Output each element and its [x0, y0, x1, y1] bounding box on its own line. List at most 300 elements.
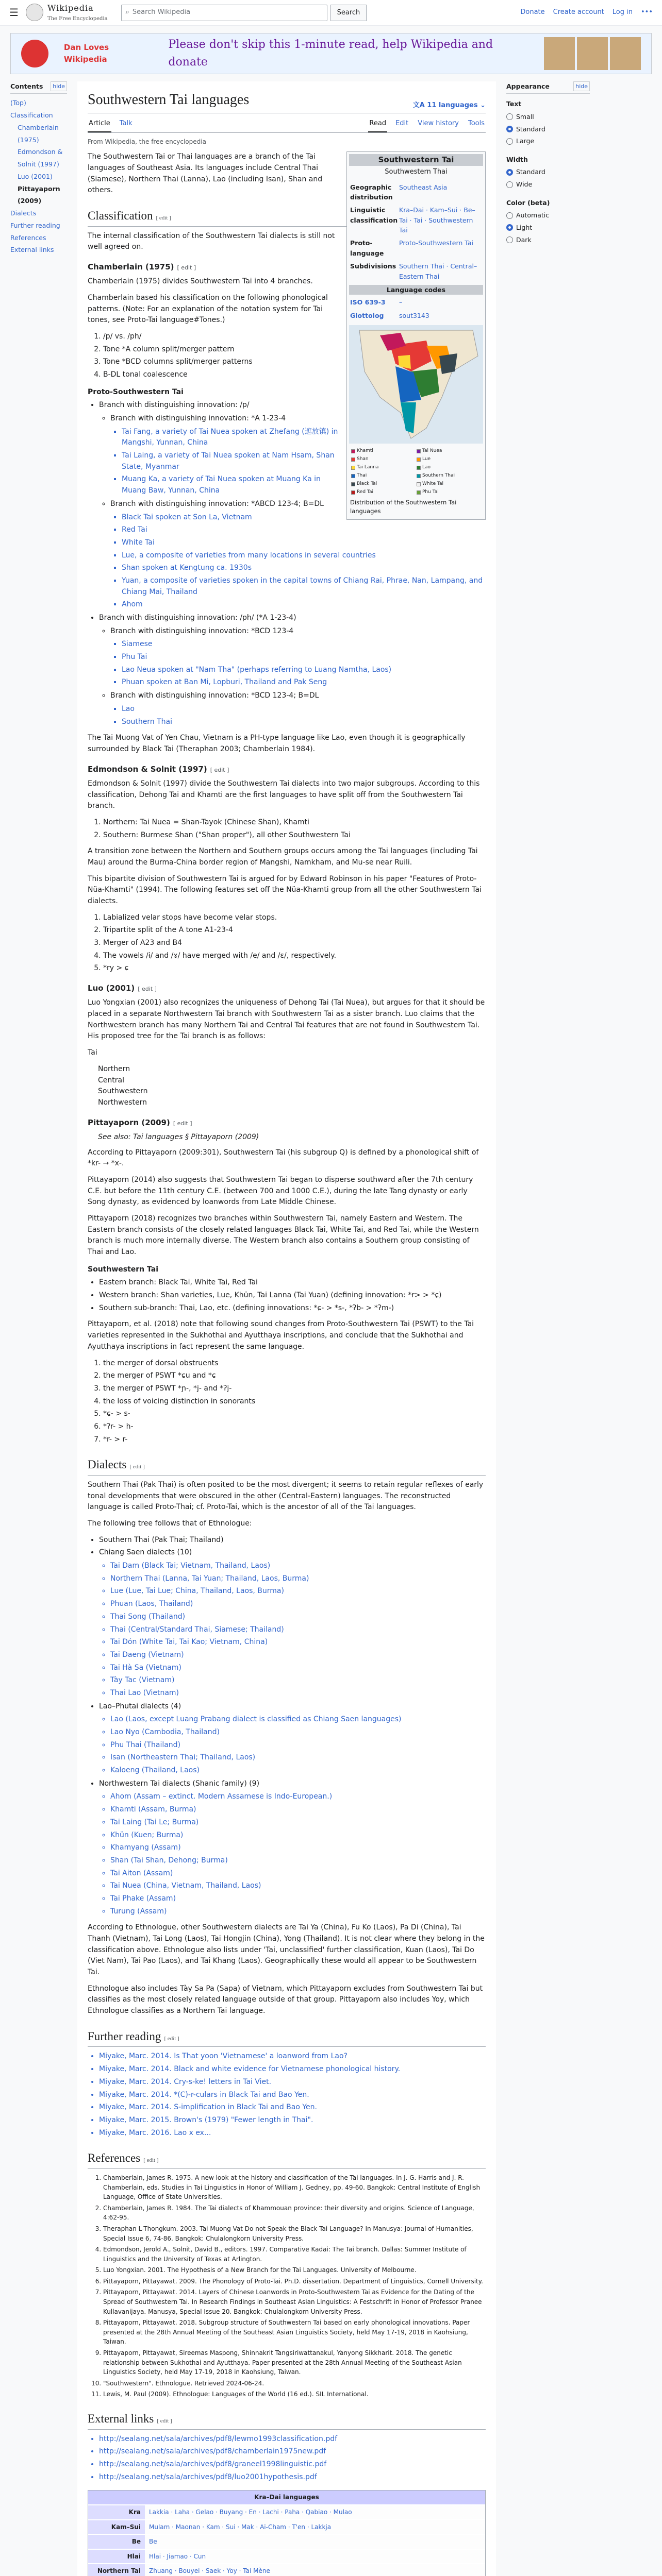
edit-link[interactable]: [ edit ]	[156, 214, 171, 221]
tree-item[interactable]: ▪ Ahom	[122, 599, 486, 611]
radio-label: Standard	[516, 125, 545, 133]
legend-label: White Tai	[422, 481, 444, 486]
header-links	[520, 7, 653, 18]
reading-item[interactable]: • Miyake, Marc. 2016. Lao x ex...	[99, 2128, 486, 2139]
tree-label: Branch with distinguishing innovation: *BCD 123-4	[110, 626, 294, 635]
banner-name: Dan Loves Wikipedia	[63, 42, 109, 64]
reference-item: 10. "Southwestern". Ethnologue. Retrieved 2024-06-24.	[103, 2379, 486, 2388]
radio-option[interactable]	[506, 166, 590, 178]
banner-text: Please don't skip this 1-minute read, help Wikipedia and donate	[168, 38, 493, 69]
heading-edmondson-solnit: Edmondson & Solnit (1997)	[88, 764, 207, 774]
tree-label: Branch with distinguishing innovation: *BCD 123-4; B=DL	[110, 691, 319, 700]
legend-label: Southern Thai	[422, 472, 455, 478]
external-link[interactable]: • http://sealang.net/sala/archives/pdf8/luo2001hypothesis.pdf	[99, 2472, 486, 2483]
legend-swatch	[351, 482, 355, 486]
legend-swatch	[351, 449, 355, 453]
list-item: 3. Tone *BCD columns split/merger patterns	[103, 357, 486, 368]
dialect-item[interactable]: ◦ Kaloeng (Thailand, Laos)	[110, 1765, 486, 1776]
appearance-group-label: Text	[506, 100, 522, 108]
list-item: 1. /p/ vs. /ph/	[103, 331, 486, 343]
radio-icon[interactable]	[506, 169, 513, 176]
logo-subtext: The Free Encyclopedia	[47, 16, 108, 22]
radio-option[interactable]	[506, 234, 590, 246]
map-legend-item	[417, 448, 481, 455]
infobox-codes-heading: Language codes	[349, 285, 483, 295]
map-legend-item	[417, 481, 481, 488]
subgroup-list	[103, 817, 486, 841]
infobox-key: Linguistic classification	[350, 206, 398, 224]
map-legend-item	[351, 464, 416, 471]
list-item: 1. Northern: Tai Nuea = Shan-Tayok (Chinese Shan), Khamti	[103, 817, 486, 828]
references-list	[103, 2173, 486, 2399]
feature-list	[103, 912, 486, 974]
menu-icon[interactable]: ☰	[9, 6, 19, 19]
paragraph: Luo Yongxian (2001) also recognizes the uniqueness of Dehong Tai (Tai Nuea), but argues for that it should be placed in a separate Northwestern Tai branch with Southwestern Tai as a sister branch. Luo claims that the Northwestern branch has many Northern Tai and Central Tai features that are not found in Southwestern Tai. His proposed tree for the Tai branch is as follows:	[88, 998, 485, 1041]
tab-tools[interactable]: Tools	[468, 120, 485, 128]
edit-link[interactable]: [ edit ]	[177, 264, 196, 271]
legend-swatch	[351, 457, 355, 462]
radio-icon[interactable]	[506, 113, 513, 120]
paragraph: This bipartite division of Southwestern Tai is argued for by Edward Robinson in his paper "Features of Proto-Nüa-Khamti" (1994). The following features set off the Nüa-Khamti group from all the other Southwestern Tai dialects.	[88, 874, 482, 906]
intro-paragraph: The Southwestern Tai or Thai languages are a branch of the Tai languages of Southeast Asia. Its languages include Central Thai (Siamese), Northern Thai (Lanna), Lao (including Isan), Shan and others.	[88, 152, 323, 195]
appearance-hide-button[interactable]: hide	[573, 81, 590, 91]
list-item: 3. Merger of A23 and B4	[103, 938, 486, 949]
toc-list	[10, 97, 67, 256]
dialect-item	[99, 1547, 486, 1699]
dialect-item[interactable]: ◦ Turung (Assam)	[110, 1906, 486, 1918]
legend-label: Tai Nuea	[422, 448, 442, 454]
dialect-item[interactable]: ◦ Shan (Tai Shan, Dehong; Burma)	[110, 1855, 486, 1867]
tree-label: Branch with distinguishing innovation: /ph/ (*A 1-23-4)	[99, 614, 296, 622]
tree-item[interactable]: ▪ Tai Laing, a variety of Tai Nuea spoken at Nam Hsam, Shan State, Myanmar	[122, 450, 486, 472]
reference-item: 2. Chamberlain, James R. 1984. The Tai dialects of Khammouan province: their diversity and origins. Science of Language, 4:62-95.	[103, 2204, 486, 2223]
toc-item[interactable]: References	[10, 233, 46, 242]
list-item: 4. the loss of voicing distinction in sonorants	[103, 1396, 486, 1408]
navbox-list[interactable]: Mulam · Maonan · Kam · Sui · Mak · Ai-Cham · T'en · Lakkja	[145, 2520, 485, 2534]
tab-article[interactable]: Article	[88, 116, 111, 132]
dialect-item[interactable]: ◦ Ahom (Assam – extinct. Modern Assamese is Indo-European.)	[110, 1791, 486, 1803]
dialect-item	[99, 1778, 486, 1918]
radio-option[interactable]	[506, 178, 590, 191]
search-button[interactable]: Search	[330, 5, 367, 21]
infobox-key: Proto-language	[350, 239, 384, 257]
distribution-map[interactable]	[349, 325, 483, 444]
edit-link[interactable]: [ edit ]	[210, 766, 229, 773]
infobox	[346, 151, 486, 520]
donation-banner[interactable]	[10, 33, 652, 74]
tree-sublist	[110, 1561, 486, 1699]
paragraph: According to Pittayaporn (2009:301), Southwestern Tai (his subgroup Q) is defined by a phonological shift of *kr- → *x-.	[88, 1148, 479, 1168]
map-legend-item	[417, 489, 481, 496]
appearance-group-label: Width	[506, 156, 528, 163]
luo-tree	[98, 1064, 486, 1109]
heading-luo: Luo (2001)	[88, 984, 135, 993]
reading-item[interactable]: • Miyake, Marc. 2014. Cry-s-ke! letters in Tai Viet.	[99, 2077, 486, 2088]
paragraph: Edmondson & Solnit (1997) divide the Southwestern Tai dialects into two major subgroups. According to this classification, Dehong Tai and Khamti are the first languages to have split off from the Southwestern Tai branch.	[88, 779, 480, 810]
tab-edit[interactable]: Edit	[395, 120, 409, 128]
radio-icon[interactable]	[506, 181, 513, 188]
infobox-row	[349, 204, 483, 236]
tab-view-history[interactable]: View history	[418, 120, 459, 128]
tree-item[interactable]: ▪ White Tai	[122, 537, 486, 549]
tree-item[interactable]: ▪ Southern Thai	[122, 717, 486, 728]
hatnote[interactable]: See also: Tai languages § Pittayaporn (2009)	[98, 1132, 259, 1141]
paragraph: The Tai Muong Vat of Yen Chau, Vietnam is a PH-type language like Lao, even though it is geographically surrounded by Black Tai (Theraphan 2003; Chamberlain 1984).	[88, 734, 466, 753]
tree-item[interactable]: ▪ Siamese	[122, 639, 486, 650]
edit-link[interactable]: [ edit ]	[138, 986, 157, 993]
paragraph: According to Ethnologue, other Southwestern dialects are Tai Ya (China), Fu Ko (Laos), Pa Di (China), Tai Thanh (Vietnam), Tai Long (Laos), Tai Hongjin (China), Yong (Thailand). It is not clear where they belong in the classification above. Ethnologue also lists under 'Tai, unclassified' further classification, Kuan (Laos), Tai Do (Viet Nam), Tai Pao (Laos), and Tai Khang (Laos). Geographically these would all appear to be Southwestern Tai.	[88, 1923, 485, 1977]
reading-item[interactable]: • Miyake, Marc. 2015. Brown's (1979) "Fewer length in Thai".	[99, 2115, 486, 2126]
toc-hide-button[interactable]: hide	[51, 81, 67, 91]
dialect-item[interactable]: ◦ Tày Tac (Vietnam)	[110, 1675, 486, 1686]
navbox-row	[88, 2549, 485, 2564]
navbox-row	[88, 2534, 485, 2549]
infobox-value[interactable]: –	[399, 298, 403, 307]
tree-item[interactable]: ▪ Lao	[122, 704, 486, 715]
toc-item[interactable]: Pittayaporn (2009)	[18, 184, 60, 205]
tree-label: Chiang Saen dialects (10)	[99, 1548, 192, 1557]
edit-link[interactable]: [ edit ]	[173, 1120, 192, 1127]
list-item: 4. B-DL tonal coalescence	[103, 369, 486, 381]
infobox-row	[349, 236, 483, 260]
tree-sublist	[122, 639, 486, 688]
appearance-group	[506, 198, 590, 246]
appearance-group-label: Color (beta)	[506, 198, 550, 207]
radio-icon[interactable]	[506, 212, 513, 219]
external-link[interactable]: • http://sealang.net/sala/archives/pdf8/lewmo1993classification.pdf	[99, 2434, 486, 2445]
paragraph: Ethnologue also includes Tày Sa Pa (Sapa) of Vietnam, which Pittayaporn excludes from Southwestern Tai but classifies as the most closely related language outside of that group. Pittayaporn also includes Yoy, which Ethnologue classifies as a Northern Tai language.	[88, 1984, 483, 2015]
tab-talk[interactable]: Talk	[119, 120, 133, 128]
dialect-item[interactable]: ◦ Isan (Northeastern Thai; Thailand, Laos)	[110, 1752, 486, 1764]
tree-item[interactable]: ▪ Phu Tai	[122, 652, 486, 663]
tree-item: • Western branch: Shan varieties, Lue, Khün, Tai Lanna (Tai Yuan) (defining innovation: *r> > *ɕ)	[99, 1290, 486, 1301]
legend-label: Khamti	[357, 448, 373, 454]
edit-link[interactable]: [ edit ]	[129, 1464, 145, 1470]
radio-option[interactable]	[506, 209, 590, 222]
edit-link[interactable]: [ edit ]	[143, 2157, 159, 2164]
heading-external-links: External links	[88, 2412, 154, 2425]
paragraph: Chamberlain (1975) divides Southwestern Tai into 4 branches.	[88, 277, 313, 286]
paragraph: A transition zone between the Northern and Southern groups occurs among the Tai languages (including Tai Mau) around the Burma-China border region of Mangshi, Namkham, and Mu-se near Ruili.	[88, 847, 478, 867]
tree-label: Branch with distinguishing innovation: *ABCD 123-4; B=DL	[110, 499, 324, 508]
infobox-key: Geographic distribution	[350, 183, 393, 201]
list-item: 5. *ry > ɕ	[103, 963, 486, 974]
reference-item: 1. Chamberlain, James R. 1975. A new look at the history and classification of the Tai languages. In J. G. Harris and J. R. Chamberlain, eds. Studies in Tai Linguistics in Honor of William J. Gedney, pp. 49-60. Bangkok: Central Institute of English Language, Office of State Universities.	[103, 2173, 486, 2202]
radio-option[interactable]	[506, 111, 590, 123]
navbox-group[interactable]: Kra	[88, 2505, 145, 2519]
tab-read[interactable]: Read	[368, 116, 387, 132]
legend-swatch	[417, 474, 421, 478]
header-link[interactable]: Create account	[553, 8, 604, 16]
external-link[interactable]: • http://sealang.net/sala/archives/pdf8/graneel1998linguistic.pdf	[99, 2459, 486, 2470]
paragraph: Pittayaporn (2014) also suggests that Southwestern Tai began to disperse southward after the 7th century C.E. but before the 11th century C.E. (between 700 and 1000 C.E.), during the late Tang dynasty or early Song dynasty, as evidenced by loanwords from Late Middle Chinese.	[88, 1175, 473, 1207]
tree-item: • Southern sub-branch: Thai, Lao, etc. (defining innovations: *ɕ- > *s-, *ʔb- > *ʔm-)	[99, 1303, 486, 1314]
table-of-contents	[10, 81, 67, 2576]
tree-item[interactable]: ▪ Lue, a composite of varieties from many locations in several countries	[122, 550, 486, 562]
legend-swatch	[417, 457, 421, 462]
external-link[interactable]: • http://sealang.net/sala/archives/pdf8/chamberlain1975new.pdf	[99, 2446, 486, 2458]
header-link[interactable]: •••	[640, 8, 653, 16]
dialect-item[interactable]: ◦ Tai Hà Sa (Vietnam)	[110, 1663, 486, 1674]
legend-swatch	[417, 466, 421, 470]
navbox-group[interactable]: Northern Tai	[88, 2564, 145, 2576]
search-input[interactable]	[121, 5, 327, 21]
list-item: 2. Tone *A column split/merger pattern	[103, 344, 486, 355]
tree-sublist	[122, 512, 486, 611]
paragraph: Pittayaporn, et al. (2018) note that following sound changes from Proto-Southwestern Tai (PSWT) to the Tai varieties represented in the Sukhothai and Ayutthaya inscriptions, and conclude that the Sukhothai and Ayutthaya inscriptions in fact represent the same language.	[88, 1320, 474, 1351]
radio-label: Light	[516, 224, 533, 231]
infobox-value[interactable]: Proto-Southwestern Tai	[399, 239, 473, 247]
radio-option[interactable]	[506, 135, 590, 147]
heading-dialects: Dialects	[88, 1458, 127, 1471]
edit-link[interactable]: [ edit ]	[157, 2418, 172, 2424]
page-tabs	[88, 116, 486, 132]
infobox-key: Subdivisions	[350, 262, 396, 270]
toc-item[interactable]: (Top)	[10, 99, 26, 107]
heading-classification: Classification	[88, 209, 153, 222]
legend-label: Lue	[422, 456, 431, 462]
map-legend-item	[417, 456, 481, 463]
further-reading-list	[99, 2051, 486, 2139]
navbox-list[interactable]: Be	[145, 2535, 485, 2549]
tree-heading: Southwestern Tai	[88, 1265, 159, 1274]
dialect-item[interactable]: ◦ Tai Phake (Assam)	[110, 1893, 486, 1905]
search-icon: ⌕	[125, 8, 129, 16]
tagline: From Wikipedia, the free encyclopedia	[88, 138, 206, 145]
tree-item[interactable]: ▪ Black Tai spoken at Son La, Vietnam	[122, 512, 486, 523]
paragraph: Southern Thai (Pak Thai) is often posited to be the most divergent; it seems to retain regular reflexes of early tonal developments that were obscured in the other (Central-Eastern) languages. The reconstructed language is called Proto-Thai; cf. Proto-Tai, which is the ancestor of all of the Tai languages.	[88, 1480, 484, 1512]
edit-link[interactable]: [ edit ]	[164, 2035, 179, 2042]
tree-sublist	[110, 626, 486, 728]
map-legend-item	[351, 481, 416, 488]
list-item: 2. Southern: Burmese Shan ("Shan proper"), all other Southwestern Tai	[103, 830, 486, 841]
list-item: 1. the merger of dorsal obstruents	[103, 1358, 486, 1369]
dialect-item[interactable]: ◦ Khamti (Assam, Burma)	[110, 1804, 486, 1816]
radio-label: Small	[516, 112, 534, 121]
list-item: 2. the merger of PSWT *ɕu and *ɕ	[103, 1370, 486, 1382]
tree-root: Tai	[88, 1048, 97, 1057]
map-legend-item	[417, 472, 481, 480]
tree-item[interactable]: ▪ Muang Ka, a variety of Tai Nuea spoken at Muang Ka in Muang Baw, Yunnan, China	[122, 474, 486, 496]
toc-item[interactable]: Chamberlain (1975)	[18, 123, 59, 144]
tree-label: Northwestern Tai dialects (Shanic family) (9)	[99, 1779, 260, 1788]
reading-item[interactable]: • Miyake, Marc. 2014. *(C)-r-culars in Black Tai and Bao Yen.	[99, 2090, 486, 2101]
navbox-list[interactable]: Zhuang · Bouyei · Saek · Yoy · Tai Mène	[145, 2564, 485, 2576]
tree-label: Branch with distinguishing innovation: *A 1-23-4	[110, 414, 286, 423]
dialect-item[interactable]: ◦ Lao (Laos, except Luang Prabang dialect is classified as Chiang Saen languages)	[110, 1714, 486, 1725]
dialect-tree	[99, 1535, 486, 1918]
infobox-value[interactable]: Southern Thai · Central–Eastern Thai	[399, 262, 477, 280]
list-item: 2. Tripartite split of the A tone A1-23-4	[103, 925, 486, 936]
legend-label: Red Tai	[357, 489, 373, 495]
legend-swatch	[351, 474, 355, 478]
radio-icon[interactable]	[506, 236, 513, 243]
tree-item	[110, 690, 486, 727]
tree-item[interactable]: ▪ Yuan, a composite of varieties spoken in the capital towns of Chiang Rai, Phrae, Nan, Lampang, and Chiang Mai, Thailand	[122, 575, 486, 598]
infobox-row	[349, 260, 483, 283]
infobox-row	[349, 309, 483, 322]
header-link[interactable]: Donate	[520, 8, 545, 16]
navbox-row	[88, 2563, 485, 2576]
header-link[interactable]: Log in	[612, 8, 633, 16]
toc-title: Contents	[10, 82, 43, 90]
toc-item[interactable]: Luo (2001)	[18, 172, 53, 180]
legend-swatch	[417, 482, 421, 486]
legend-swatch	[351, 466, 355, 470]
tree-item: • Eastern branch: Black Tai, White Tai, Red Tai	[99, 1277, 486, 1289]
tree-item[interactable]: ▪ Tai Fang, a variety of Tai Nuea spoken at Zhefang (遮放镇) in Mangshi, Yunnan, China	[122, 427, 486, 449]
radio-option[interactable]	[506, 222, 590, 234]
tree-sublist	[110, 1791, 486, 1917]
reference-item: 3. Theraphan L-Thongkum. 2003. Tai Muong Vat Do not Speak the Black Tai Language? In Manusya: Journal of Humanities, Special Issue 6, 74-86. Bangkok: Chulalongkorn University Press.	[103, 2224, 486, 2243]
infobox-key[interactable]: ISO 639-3	[350, 298, 386, 307]
infobox-key[interactable]: Glottolog	[350, 311, 384, 319]
dialect-item[interactable]: ◦ Phu Thai (Thailand)	[110, 1740, 486, 1751]
dialect-item[interactable]: ◦ Phuan (Laos, Thailand)	[110, 1599, 486, 1610]
toc-item[interactable]: Further reading	[10, 221, 60, 229]
radio-icon[interactable]	[506, 138, 513, 145]
wikipedia-logo[interactable]	[26, 2, 108, 23]
radio-icon[interactable]	[506, 224, 513, 231]
tree-item: Central	[98, 1076, 124, 1084]
paragraph: Pittayaporn (2018) recognizes two branches within Southwestern Tai, namely Eastern and Western. The Eastern branch consists of the closely related languages Black Tai, White Tai, and Red Tai, while the Western branch is much more internally diverse. The Western branch also contains a Southern group consisting of Thai and Lao.	[88, 1214, 479, 1257]
map-legend-item	[417, 464, 481, 471]
appearance-panel	[506, 81, 590, 2576]
toc-item[interactable]: Edmondson & Solnit (1997)	[18, 148, 63, 168]
reading-item[interactable]: • Miyake, Marc. 2014. Is That yoon 'Vietnamese' a loanword from Lao?	[99, 2051, 486, 2062]
navbox-group[interactable]: Be	[88, 2535, 145, 2549]
dialect-item[interactable]: ◦ Tai Laing (Tai Le; Burma)	[110, 1817, 486, 1828]
list-item: 5. *ɕ- > s-	[103, 1409, 486, 1420]
heading-pittayaporn: Pittayaporn (2009)	[88, 1117, 170, 1127]
navbox-title[interactable]: Kra–Dai languages	[88, 2490, 485, 2504]
toc-item[interactable]: Classification	[10, 111, 53, 120]
top-bar	[0, 0, 662, 26]
legend-label: Tai Lanna	[357, 464, 379, 470]
dialect-item[interactable]: ◦ Thai Lao (Vietnam)	[110, 1688, 486, 1699]
heading-references: References	[88, 2151, 141, 2165]
navbox-list[interactable]: Lakkia · Laha · Gelao · Buyang · En · Lachi · Paha · Qabiao · Mulao	[145, 2505, 485, 2519]
dialect-item[interactable]: ◦ Northern Thai (Lanna, Tai Yuan; Thailand, Laos, Burma)	[110, 1573, 486, 1585]
sound-change-list	[103, 1358, 486, 1446]
heart-icon	[21, 40, 48, 67]
tree-item[interactable]: ▪ Lao Neua spoken at "Nam Tha" (perhaps referring to Luang Namtha, Laos)	[122, 665, 486, 676]
reading-item[interactable]: • Miyake, Marc. 2014. S-implification in Black Tai and Bao Yen.	[99, 2102, 486, 2113]
legend-label: Phu Tai	[422, 489, 439, 495]
navbox-row	[88, 2504, 485, 2519]
tree-item	[110, 626, 486, 688]
radio-label: Wide	[516, 180, 533, 189]
map-legend-item	[351, 448, 416, 455]
infobox-subtitle: Southwestern Thai	[385, 168, 448, 176]
navbox-group[interactable]: Hlai	[88, 2550, 145, 2564]
infobox-value[interactable]: Kra–Dai · Kam–Sui · Be–Tai · Tai · Southwestern Tai	[399, 206, 475, 234]
tree-label: Branch with distinguishing innovation: /p/	[99, 401, 250, 410]
navbox-group[interactable]: Kam–Sui	[88, 2520, 145, 2534]
heading-further-reading: Further reading	[88, 2029, 161, 2043]
map-legend-item	[351, 472, 416, 480]
dialect-item[interactable]: ◦ Thai (Central/Standard Thai, Siamese; Thailand)	[110, 1624, 486, 1636]
paragraph: Chamberlain based his classification on the following phonological patterns. (Note: For an explanation of the notation system for Tai tones, see Proto-Tai language#Tones.)	[88, 293, 328, 325]
dialect-item[interactable]: ◦ Khamyang (Assam)	[110, 1842, 486, 1854]
radio-label: Standard	[516, 168, 545, 176]
dialect-item[interactable]: ◦ Lao Nyo (Cambodia, Thailand)	[110, 1727, 486, 1738]
infobox-title: Southwestern Tai	[349, 154, 483, 166]
dialect-item[interactable]: ◦ Tai Nuea (China, Vietnam, Thailand, Laos)	[110, 1880, 486, 1892]
external-links-list	[99, 2434, 486, 2483]
page-title: Southwestern Tai languages	[88, 92, 250, 108]
navbox-list[interactable]: Hlai · Jiamao · Cun	[145, 2550, 485, 2564]
legend-swatch	[417, 490, 421, 495]
dialect-item[interactable]: ◦ Khün (Kuen; Burma)	[110, 1830, 486, 1841]
tree-sublist	[122, 704, 486, 727]
tree-heading: Proto-Southwestern Tai	[88, 387, 184, 396]
heading-chamberlain: Chamberlain (1975)	[88, 262, 174, 272]
infobox-value[interactable]: sout3143	[399, 311, 429, 319]
dialect-item[interactable]: ◦ Tai Dón (White Tai, Tai Kao; Vietnam, China)	[110, 1637, 486, 1648]
article	[77, 81, 496, 2576]
tree-item[interactable]: ▪ Shan spoken at Kengtung ca. 1930s	[122, 563, 486, 574]
reference-item: 7. Pittayaporn, Pittayawat. 2014. Layers of Chinese Loanwords in Proto-Southwestern Tai as Evidence for the Dating of the Spread of Southwestern Tai. In Research Findings in Southeast Asian Linguistics: A Festschrift in Honor of Professor Pranee Kullavanijaya. Manusya, Special Issue 20. Bangkok: Chulalongkorn University Press.	[103, 2287, 486, 2316]
reference-item: 5. Luo Yongxian. 2001. The Hypothesis of a New Branch for the Tai Languages. University of Melbourne.	[103, 2265, 486, 2275]
toc-item[interactable]: External links	[10, 246, 54, 254]
reference-item: 8. Pittayaporn, Pittayawat. 2018. Subgroup structure of Southwestern Tai based on early phonological innovations. Paper presented at the 28th Annual Meeting of the Southeast Asian Linguistics Society, held May 17-19, 2018 in Kaohsiung, Taiwan.	[103, 2318, 486, 2347]
infobox-row	[349, 181, 483, 204]
dialect-item[interactable]: ◦ Thai Song (Thailand)	[110, 1612, 486, 1623]
tree-item	[99, 613, 486, 727]
appearance-group	[506, 155, 590, 191]
navbox	[88, 2490, 486, 2576]
reading-item[interactable]: • Miyake, Marc. 2014. Black and white evidence for Vietnamese phonological history.	[99, 2064, 486, 2075]
radio-label: Dark	[516, 235, 532, 244]
tree-label: Lao–Phutai dialects (4)	[99, 1702, 181, 1710]
paragraph: The internal classification of the Southwestern Tai dialects is still not well agreed on.	[88, 231, 335, 251]
tree-item[interactable]: ▪ Phuan spoken at Ban Mi, Lopburi, Thailand and Pak Seng	[122, 677, 486, 688]
search-placeholder: Search Wikipedia	[132, 8, 191, 16]
tree-item[interactable]: ▪ Red Tai	[122, 524, 486, 536]
tree-item: Northern	[98, 1064, 130, 1073]
map-legend-item	[351, 489, 416, 496]
logo-text: Wikipedia	[47, 3, 94, 13]
list-item: 3. the merger of PSWT *ɲ-, *j- and *ʔj-	[103, 1383, 486, 1395]
legend-swatch	[417, 449, 421, 453]
infobox-row	[349, 296, 483, 309]
dialect-item[interactable]: ◦ Tai Dam (Black Tai; Vietnam, Thailand, Laos)	[110, 1561, 486, 1572]
list-item: 1. Labialized velar stops have become velar stops.	[103, 912, 486, 924]
dialect-item[interactable]: ◦ Tai Daeng (Vietnam)	[110, 1650, 486, 1661]
appearance-title: Appearance	[506, 82, 550, 90]
dialect-item[interactable]: ◦ Lue (Lue, Tai Lue; China, Thailand, Laos, Burma)	[110, 1586, 486, 1597]
pittayaporn-tree	[99, 1277, 486, 1314]
infobox-value[interactable]: Southeast Asia	[399, 183, 448, 191]
radio-option[interactable]	[506, 123, 590, 135]
reference-item: 6. Pittayaporn, Pittayawat. 2009. The Phonology of Proto-Tai. Ph.D. dissertation. Department of Linguistics, Cornell University.	[103, 2277, 486, 2286]
languages-button[interactable]: 文A 11 languages ⌄	[412, 101, 486, 110]
appearance-group	[506, 99, 590, 147]
list-item: 6. *ʔr- > h-	[103, 1421, 486, 1433]
reference-item: 4. Edmondson, Jerold A., Solnit, David B., editors. 1997. Comparative Kadai: The Tai branch. Dallas: Summer Institute of Linguistics and the University of Texas at Arlington.	[103, 2245, 486, 2264]
toc-item[interactable]: Dialects	[10, 209, 37, 217]
reference-item: 9. Pittayaporn, Pittayawat, Sireemas Maspong, Shinnakrit Tangsiriwattanakul, Yanyong Sikkharit. 2018. The genetic relationship between Sukhothai and Ayutthaya. Paper presented at the 28th Annual Meeting of the Southeast Asian Linguistics Society, held May 17-19, 2018 in Kaohsiung, Taiwan.	[103, 2348, 486, 2377]
tree-item: Northwestern	[98, 1098, 147, 1107]
dialect-item[interactable]: ◦ Tai Aiton (Assam)	[110, 1868, 486, 1879]
reference-item: 11. Lewis, M. Paul (2009). Ethnologue: Languages of the World (16 ed.). SIL International.	[103, 2389, 486, 2399]
legend-label: Lao	[422, 464, 431, 470]
radio-icon[interactable]	[506, 126, 513, 132]
radio-label: Automatic	[516, 211, 550, 219]
globe-icon	[26, 4, 43, 21]
dialect-item	[99, 1535, 486, 1546]
